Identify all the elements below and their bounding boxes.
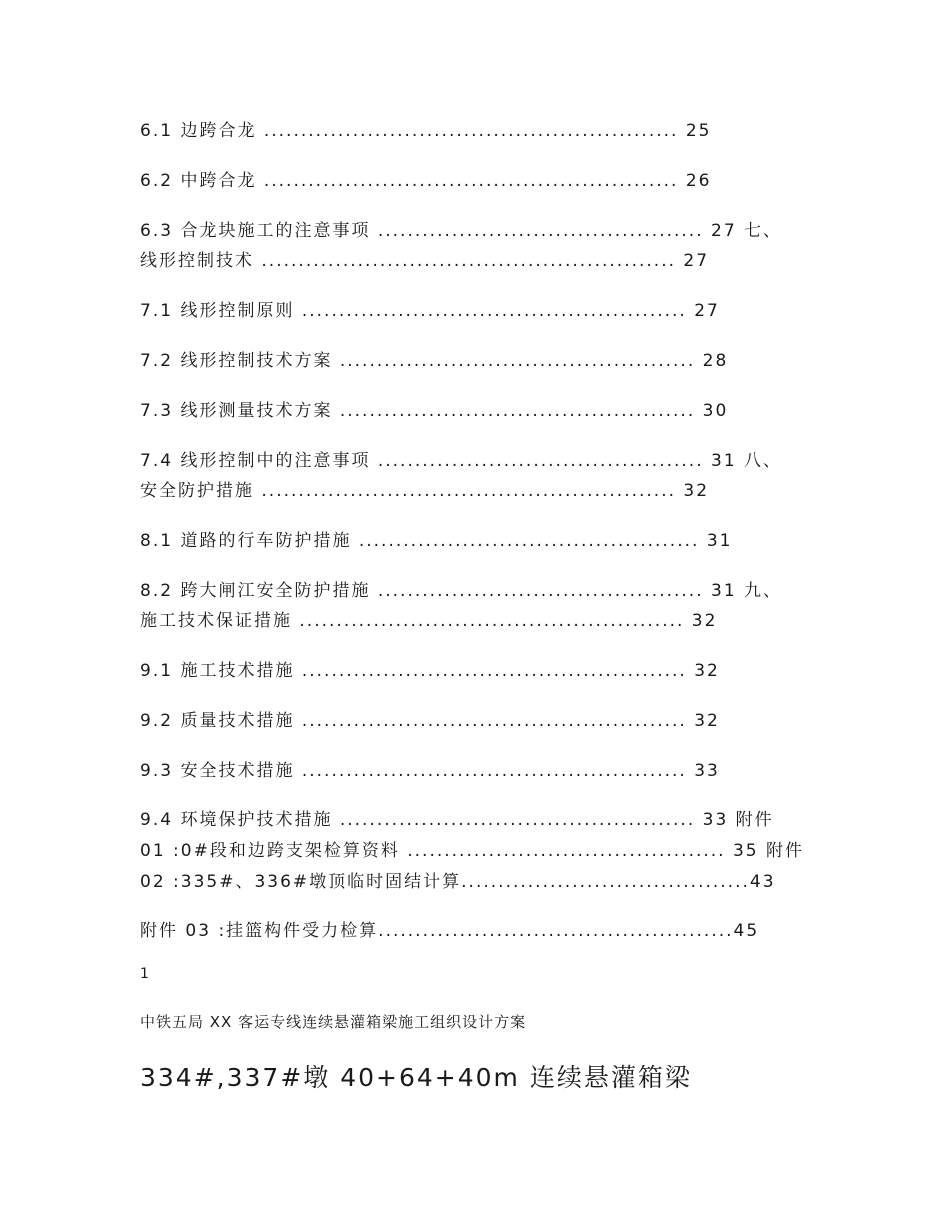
toc-entry-chapter-8[interactable]: 安全防护措施 ........................................................ 32 bbox=[140, 481, 710, 501]
toc-entry-6-3[interactable]: 6.3 合龙块施工的注意事项 ............................................ 27 七、 bbox=[140, 221, 783, 241]
toc-entry-9-1[interactable]: 9.1 施工技术措施 .................................................... 32 bbox=[140, 661, 720, 681]
page-number: 1 bbox=[140, 966, 149, 982]
toc-entry-6-1[interactable]: 6.1 边跨合龙 ........................................................ 25 bbox=[140, 121, 712, 141]
toc-entry-6-2[interactable]: 6.2 中跨合龙 ........................................................ 26 bbox=[140, 171, 712, 191]
toc-entry-appendix-03[interactable]: 附件 03 :挂篮构件受力检算................................................45 bbox=[140, 921, 760, 941]
toc-entry-appendix-01[interactable]: 01 :0#段和边跨支架检算资料 ........................................... 35 附件 bbox=[140, 841, 805, 861]
toc-entry-9-4[interactable]: 9.4 环境保护技术措施 ................................................ 33 附件 bbox=[140, 810, 774, 830]
toc-entry-7-1[interactable]: 7.1 线形控制原则 .................................................... 27 bbox=[140, 301, 720, 321]
toc-entry-9-2[interactable]: 9.2 质量技术措施 .................................................... 32 bbox=[140, 711, 720, 731]
toc-entry-7-4[interactable]: 7.4 线形控制中的注意事项 ............................................ 31 八、 bbox=[140, 451, 783, 471]
running-header: 中铁五局 XX 客运专线连续悬灌箱梁施工组织设计方案 bbox=[140, 1013, 527, 1031]
toc-entry-chapter-9[interactable]: 施工技术保证措施 .................................................... 32 bbox=[140, 611, 718, 631]
toc-entry-8-2[interactable]: 8.2 跨大闸江安全防护措施 ............................................ 31 九、 bbox=[140, 581, 783, 601]
document-title: 334#,337#墩 40+64+40m 连续悬灌箱梁 bbox=[140, 1063, 692, 1092]
toc-entry-chapter-7[interactable]: 线形控制技术 ........................................................ 27 bbox=[140, 251, 710, 271]
toc-entry-9-3[interactable]: 9.3 安全技术措施 .................................................... 33 bbox=[140, 761, 720, 781]
toc-entry-7-3[interactable]: 7.3 线形测量技术方案 ................................................ 30 bbox=[140, 401, 729, 421]
toc-entry-7-2[interactable]: 7.2 线形控制技术方案 ................................................ 28 bbox=[140, 351, 729, 371]
toc-entry-appendix-02[interactable]: 02 :335#、336#墩顶临时固结计算.......................................43 bbox=[140, 872, 776, 892]
toc-entry-8-1[interactable]: 8.1 道路的行车防护措施 .............................................. 31 bbox=[140, 531, 733, 551]
